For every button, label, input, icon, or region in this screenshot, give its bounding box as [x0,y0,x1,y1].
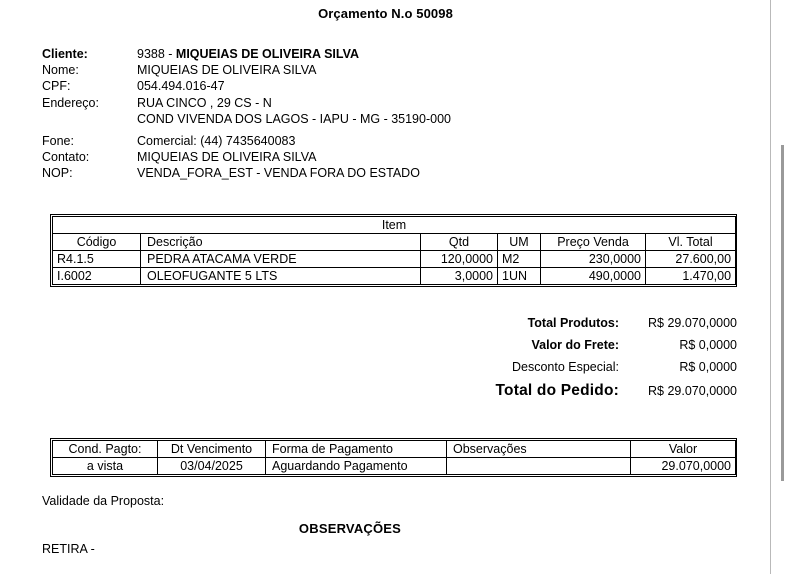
info-row-endereco-cont [42,111,451,127]
total-row-produtos [430,316,737,330]
item-codigo: I.6002 [53,268,141,285]
info-value-cpf: 054.494.016-47 [137,79,225,94]
info-label-contato: Contato: [42,150,90,165]
items-header-codigo: Código [53,234,141,251]
info-label-cliente: Cliente: [42,47,88,61]
item-qtd: 120,0000 [421,251,498,268]
totals-block [430,316,737,400]
info-row-nop [42,165,451,181]
info-row-cpf [42,78,451,94]
payment-header-valor: Valor [631,441,736,458]
items-group-header: Item [53,217,736,234]
items-header-um: UM [498,234,541,251]
payment-header-observacoes: Observações [447,441,631,458]
cliente-code: 9388 - [137,47,176,61]
info-label-cpf: CPF: [42,79,71,94]
item-um: 1UN [498,268,541,285]
table-row [53,251,736,268]
scrollbar-thumb[interactable] [781,145,784,481]
valor-frete-label: Valor do Frete: [531,338,619,352]
item-codigo: R4.1.5 [53,251,141,268]
vertical-scrollbar[interactable] [772,0,793,574]
info-value-contato: MIQUEIAS DE OLIVEIRA SILVA [137,150,317,165]
items-header-descricao: Descrição [141,234,421,251]
items-table-container [50,214,737,287]
items-header-row [53,234,736,251]
info-label-nome: Nome: [42,63,79,78]
desconto-especial-value: R$ 0,0000 [679,360,737,374]
info-label-fone: Fone: [42,134,74,149]
total-produtos-value: R$ 29.070,0000 [648,316,737,330]
item-descricao: OLEOFUGANTE 5 LTS [141,268,421,285]
info-row-endereco [42,95,451,111]
items-table [52,216,736,285]
info-value-nome: MIQUEIAS DE OLIVEIRA SILVA [137,63,317,78]
cliente-name: MIQUEIAS DE OLIVEIRA SILVA [175,47,360,61]
item-vl-total: 27.600,00 [646,251,736,268]
info-label-endereco: Endereço: [42,95,99,110]
observacoes-section-title: OBSERVAÇÕES [298,521,402,536]
customer-info-block [42,46,451,182]
payment-header-cond-pagto: Cond. Pagto: [53,441,158,458]
retira-text: RETIRA - [42,542,95,556]
payment-dt-vencimento: 03/04/2025 [158,458,266,475]
table-row [53,268,736,285]
payment-header-forma-pagamento: Forma de Pagamento [266,441,447,458]
items-header-qtd: Qtd [421,234,498,251]
item-preco-venda: 490,0000 [541,268,646,285]
item-descricao: PEDRA ATACAMA VERDE [141,251,421,268]
payment-valor: 29.070,0000 [631,458,736,475]
table-row [53,458,736,475]
payment-table-container [50,438,737,477]
total-row-frete [430,338,737,352]
info-value-fone: Comercial: (44) 7435640083 [137,134,296,149]
item-preco-venda: 230,0000 [541,251,646,268]
info-row-nome [42,62,451,78]
total-produtos-label: Total Produtos: [527,316,619,330]
item-vl-total: 1.470,00 [646,268,736,285]
payment-forma-pagamento: Aguardando Pagamento [266,458,447,475]
items-header-vl-total: Vl. Total [646,234,736,251]
payment-observacoes [447,458,631,475]
payment-table [52,440,736,475]
item-um: M2 [498,251,541,268]
validade-proposta-label: Validade da Proposta: [42,494,165,508]
page-title: Orçamento N.o 50098 [318,6,453,21]
item-qtd: 3,0000 [421,268,498,285]
items-header-preco-venda: Preço Venda [541,234,646,251]
payment-cond-pagto: a vista [53,458,158,475]
total-pedido-label: Total do Pedido: [495,382,619,399]
info-value-nop: VENDA_FORA_EST - VENDA FORA DO ESTADO [137,166,420,181]
total-row-pedido [430,382,737,400]
info-value-cliente [137,46,359,62]
info-value-endereco: RUA CINCO , 29 CS - N [137,95,272,110]
payment-header-row [53,441,736,458]
payment-header-dt-vencimento: Dt Vencimento [158,441,266,458]
desconto-especial-label: Desconto Especial: [511,360,619,374]
total-pedido-value: R$ 29.070,0000 [648,384,737,398]
info-row-fone [42,133,451,149]
info-value-endereco-cont: COND VIVENDA DOS LAGOS - IAPU - MG - 35190-000 [137,111,451,126]
info-row-contato [42,149,451,165]
total-row-desconto [430,360,737,374]
info-row-cliente [42,46,451,62]
items-group-header-row [53,217,736,234]
valor-frete-value: R$ 0,0000 [679,338,737,352]
info-label-nop: NOP: [42,166,73,181]
